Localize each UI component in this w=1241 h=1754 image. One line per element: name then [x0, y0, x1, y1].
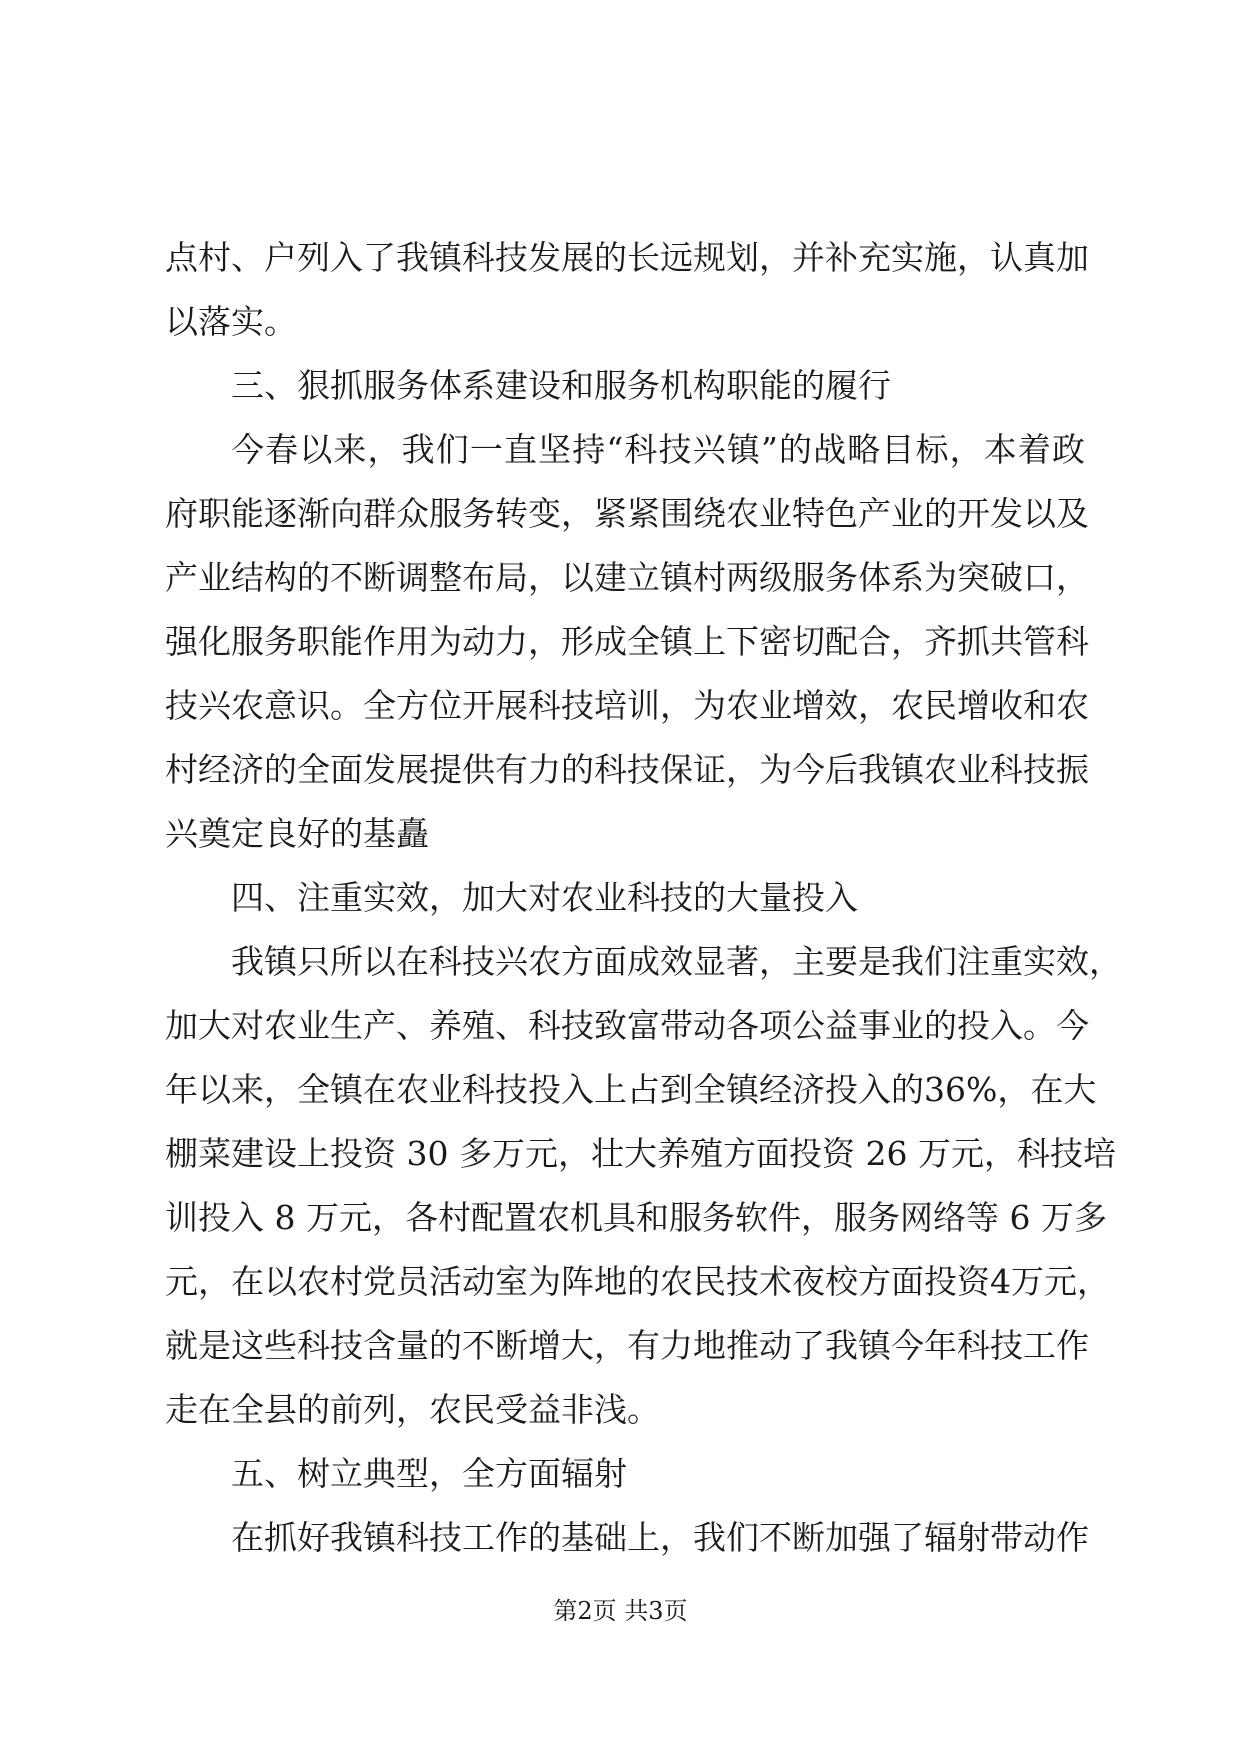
paragraph-section-4 — [165, 930, 1122, 1442]
text-line: 府职能逐渐向群众服务转变，紧紧围绕农业特色产业的开发以及 — [165, 494, 1089, 533]
page-footer — [0, 1596, 1241, 1626]
section-heading-3 — [165, 354, 1085, 418]
text-line: 以落实。 — [165, 302, 297, 341]
text-line: 村经济的全面发展提供有力的科技保证，为今后我镇农业科技振 — [165, 750, 1089, 789]
section-heading: 四、注重实效，加大对农业科技的大量投入 — [231, 878, 858, 917]
text-line: 我镇只所以在科技兴农方面成效显著，主要是我们注重实效， — [231, 942, 1122, 981]
text-line: 就是这些科技含量的不断增大，有力地推动了我镇今年科技工作 — [165, 1326, 1089, 1365]
text-line: 今春以来，我们一直坚持“科技兴镇”的战略目标，本着政 — [231, 430, 1085, 469]
text-line: 加大对农业生产、养殖、科技致富带动各项公益事业的投入。今 — [165, 1006, 1089, 1045]
paragraph-section-5 — [165, 1506, 1089, 1570]
text-line: 年以来，全镇在农业科技投入上占到全镇经济投入的36%，在大 — [165, 1070, 1097, 1109]
text-line: 强化服务职能作用为动力，形成全镇上下密切配合，齐抓共管科 — [165, 622, 1089, 661]
text-line: 训投入 8 万元，各村配置农机具和服务软件，服务网络等 6 万多 — [165, 1198, 1107, 1237]
page-number-label: 第2页 共3页 — [553, 1597, 688, 1625]
section-heading-4 — [165, 866, 1085, 930]
text-line: 技兴农意识。全方位开展科技培训，为农业增效，农民增收和农 — [165, 686, 1089, 725]
section-heading: 三、狠抓服务体系建设和服务机构职能的履行 — [231, 366, 891, 405]
document-body — [165, 226, 1122, 1570]
text-line: 产业结构的不断调整布局，以建立镇村两级服务体系为突破口， — [165, 558, 1089, 597]
section-heading-5 — [165, 1442, 1085, 1506]
text-line: 兴奠定良好的基矗 — [165, 814, 429, 853]
paragraph-continuation — [165, 226, 1089, 354]
text-line: 元，在以农村党员活动室为阵地的农民技术夜校方面投资4万元， — [165, 1262, 1110, 1301]
paragraph-section-3 — [165, 418, 1089, 866]
text-line: 点村、户列入了我镇科技发展的长远规划，并补充实施，认真加 — [165, 238, 1089, 277]
text-line: 棚菜建设上投资 30 多万元，壮大养殖方面投资 26 万元，科技培 — [165, 1134, 1116, 1173]
text-line: 在抓好我镇科技工作的基础上，我们不断加强了辐射带动作 — [231, 1518, 1089, 1557]
section-heading: 五、树立典型，全方面辐射 — [231, 1454, 627, 1493]
text-line: 走在全县的前列，农民受益非浅。 — [165, 1390, 660, 1429]
